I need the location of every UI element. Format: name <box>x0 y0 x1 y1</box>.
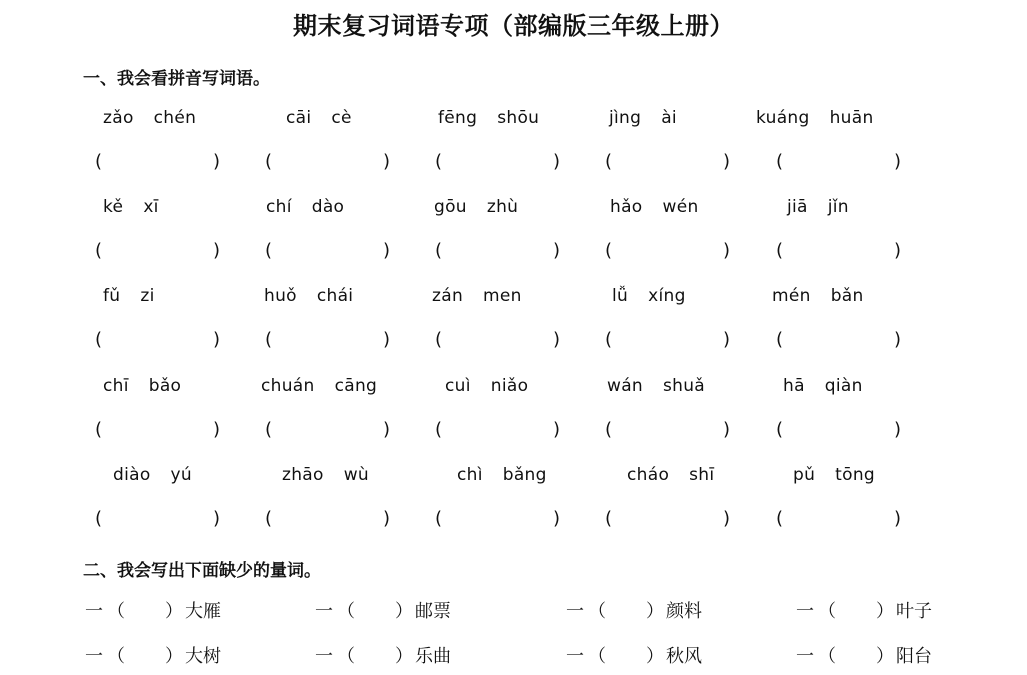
pinyin-word <box>434 197 518 217</box>
close-paren: ) <box>552 329 560 350</box>
section-1-heading: 一、我会看拼音写词语。 <box>83 69 270 89</box>
answer-blank[interactable] <box>265 508 390 538</box>
pinyin-syllable: jìng <box>609 108 642 128</box>
pinyin-syllable: wán <box>607 376 643 396</box>
open-paren: （ <box>588 601 606 622</box>
pinyin-word <box>282 465 369 485</box>
measure-word-item[interactable] <box>85 597 221 623</box>
noun-label: 大雁 <box>185 601 221 622</box>
pinyin-syllable: cāng <box>334 376 378 396</box>
answer-blank[interactable] <box>435 419 560 449</box>
close-paren: ) <box>212 508 220 529</box>
answer-row <box>0 329 1027 359</box>
measure-word-item[interactable] <box>566 597 702 623</box>
noun-label: 颜料 <box>666 601 702 622</box>
pinyin-syllable: xíng <box>648 286 686 306</box>
pinyin-syllable: chí <box>266 197 292 217</box>
open-paren: （ <box>818 601 836 622</box>
close-paren: ） <box>395 601 413 622</box>
answer-blank[interactable] <box>605 151 730 181</box>
open-paren: ( <box>265 240 273 261</box>
answer-blank[interactable] <box>776 240 901 270</box>
open-paren: （ <box>107 646 125 667</box>
open-paren: ( <box>95 240 103 261</box>
answer-row <box>0 151 1027 181</box>
pinyin-syllable: zhù <box>486 197 519 217</box>
section-2-heading: 二、我会写出下面缺少的量词。 <box>83 561 321 581</box>
answer-blank[interactable] <box>95 508 220 538</box>
open-paren: （ <box>337 646 355 667</box>
pinyin-syllable: hǎo <box>610 197 643 217</box>
noun-label: 阳台 <box>896 646 932 667</box>
pinyin-syllable: huān <box>829 108 874 128</box>
open-paren: （ <box>337 601 355 622</box>
number-one: 一 <box>796 601 814 622</box>
measure-word-item[interactable] <box>315 642 451 668</box>
pinyin-syllable: cháo <box>627 465 670 485</box>
pinyin-row <box>0 197 1027 227</box>
close-paren: ) <box>382 508 390 529</box>
pinyin-word <box>457 465 547 485</box>
open-paren: ( <box>265 329 273 350</box>
measure-word-row <box>0 597 1027 627</box>
open-paren: ( <box>776 508 784 529</box>
pinyin-syllable: gōu <box>434 197 467 217</box>
number-one: 一 <box>566 601 584 622</box>
pinyin-syllable: wù <box>343 465 369 485</box>
pinyin-row <box>0 465 1027 495</box>
open-paren: ( <box>265 151 273 172</box>
close-paren: ) <box>722 419 730 440</box>
pinyin-word <box>445 376 528 396</box>
close-paren: ) <box>382 151 390 172</box>
pinyin-word <box>793 465 875 485</box>
pinyin-syllable: chī <box>103 376 129 396</box>
open-paren: ( <box>95 151 103 172</box>
close-paren: ) <box>552 508 560 529</box>
noun-label: 邮票 <box>415 601 451 622</box>
pinyin-syllable: shōu <box>497 108 540 128</box>
close-paren: ） <box>646 601 664 622</box>
pinyin-syllable: men <box>483 286 522 306</box>
pinyin-word <box>266 197 344 217</box>
close-paren: ) <box>893 151 901 172</box>
open-paren: ( <box>605 419 613 440</box>
answer-blank[interactable] <box>605 240 730 270</box>
pinyin-word <box>627 465 714 485</box>
close-paren: ) <box>382 329 390 350</box>
pinyin-syllable: zán <box>432 286 464 306</box>
close-paren: ） <box>165 601 183 622</box>
answer-blank[interactable] <box>265 151 390 181</box>
pinyin-word <box>612 286 686 306</box>
measure-word-item[interactable] <box>85 642 221 668</box>
open-paren: ( <box>435 240 443 261</box>
number-one: 一 <box>85 646 103 667</box>
open-paren: （ <box>588 646 606 667</box>
close-paren: ) <box>382 240 390 261</box>
pinyin-syllable: chái <box>316 286 354 306</box>
pinyin-syllable: chì <box>457 465 483 485</box>
pinyin-syllable: ài <box>661 108 677 128</box>
pinyin-syllable: dào <box>311 197 345 217</box>
noun-label: 大树 <box>185 646 221 667</box>
answer-row <box>0 240 1027 270</box>
close-paren: ) <box>552 419 560 440</box>
close-paren: ) <box>552 240 560 261</box>
pinyin-syllable: shī <box>689 465 715 485</box>
open-paren: ( <box>776 240 784 261</box>
pinyin-row <box>0 286 1027 316</box>
pinyin-syllable: mén <box>772 286 811 306</box>
number-one: 一 <box>85 601 103 622</box>
open-paren: ( <box>435 508 443 529</box>
close-paren: ) <box>893 329 901 350</box>
pinyin-syllable: cuì <box>445 376 471 396</box>
answer-blank[interactable] <box>605 508 730 538</box>
pinyin-syllable: pǔ <box>793 465 816 485</box>
pinyin-word <box>607 376 705 396</box>
pinyin-word <box>103 108 196 128</box>
pinyin-syllable: huǒ <box>264 286 297 306</box>
pinyin-word <box>438 108 539 128</box>
answer-row <box>0 419 1027 449</box>
close-paren: ） <box>646 646 664 667</box>
number-one: 一 <box>315 601 333 622</box>
open-paren: ( <box>95 419 103 440</box>
page-title: 期末复习词语专项（部编版三年级上册） <box>293 12 734 40</box>
pinyin-word <box>432 286 522 306</box>
pinyin-word <box>103 376 181 396</box>
close-paren: ) <box>893 419 901 440</box>
number-one: 一 <box>566 646 584 667</box>
answer-blank[interactable] <box>265 240 390 270</box>
open-paren: ( <box>265 419 273 440</box>
measure-word-row <box>0 642 1027 672</box>
answer-blank[interactable] <box>776 329 901 359</box>
close-paren: ) <box>552 151 560 172</box>
close-paren: ) <box>893 508 901 529</box>
answer-blank[interactable] <box>435 240 560 270</box>
pinyin-syllable: zhāo <box>282 465 324 485</box>
number-one: 一 <box>796 646 814 667</box>
answer-blank[interactable] <box>776 151 901 181</box>
measure-word-item[interactable] <box>566 642 702 668</box>
pinyin-word <box>756 108 874 128</box>
open-paren: （ <box>107 601 125 622</box>
pinyin-row <box>0 376 1027 406</box>
noun-label: 叶子 <box>896 601 932 622</box>
close-paren: ) <box>722 329 730 350</box>
pinyin-word <box>286 108 352 128</box>
close-paren: ) <box>212 240 220 261</box>
open-paren: （ <box>818 646 836 667</box>
pinyin-syllable: xī <box>143 197 159 217</box>
pinyin-syllable: qiàn <box>824 376 863 396</box>
open-paren: ( <box>776 419 784 440</box>
close-paren: ) <box>722 151 730 172</box>
pinyin-syllable: bǎng <box>502 465 547 485</box>
pinyin-word <box>103 197 159 217</box>
close-paren: ) <box>212 329 220 350</box>
pinyin-syllable: jiā <box>787 197 808 217</box>
close-paren: ） <box>165 646 183 667</box>
pinyin-row <box>0 108 1027 138</box>
pinyin-syllable: fǔ <box>103 286 121 306</box>
open-paren: ( <box>435 419 443 440</box>
answer-blank[interactable] <box>605 419 730 449</box>
pinyin-syllable: cāi <box>286 108 312 128</box>
close-paren: ） <box>876 646 894 667</box>
open-paren: ( <box>605 240 613 261</box>
pinyin-syllable: bǎn <box>830 286 864 306</box>
pinyin-word <box>113 465 192 485</box>
pinyin-syllable: kě <box>103 197 124 217</box>
close-paren: ) <box>212 419 220 440</box>
pinyin-word <box>772 286 864 306</box>
close-paren: ) <box>382 419 390 440</box>
pinyin-syllable: wén <box>662 197 699 217</box>
pinyin-syllable: shuǎ <box>663 376 706 396</box>
answer-blank[interactable] <box>95 419 220 449</box>
measure-word-item[interactable] <box>796 597 932 623</box>
noun-label: 秋风 <box>666 646 702 667</box>
pinyin-syllable: chuán <box>261 376 315 396</box>
close-paren: ） <box>876 601 894 622</box>
pinyin-syllable: yú <box>170 465 192 485</box>
open-paren: ( <box>605 329 613 350</box>
answer-blank[interactable] <box>95 240 220 270</box>
answer-row <box>0 508 1027 538</box>
pinyin-word <box>783 376 863 396</box>
open-paren: ( <box>265 508 273 529</box>
answer-blank[interactable] <box>776 419 901 449</box>
answer-blank[interactable] <box>435 329 560 359</box>
pinyin-syllable: tōng <box>835 465 876 485</box>
open-paren: ( <box>95 329 103 350</box>
pinyin-syllable: niǎo <box>490 376 529 396</box>
pinyin-syllable: lǚ <box>612 286 629 306</box>
close-paren: ) <box>722 240 730 261</box>
close-paren: ） <box>395 646 413 667</box>
open-paren: ( <box>95 508 103 529</box>
answer-blank[interactable] <box>265 329 390 359</box>
pinyin-word <box>261 376 377 396</box>
pinyin-syllable: chén <box>153 108 197 128</box>
close-paren: ) <box>722 508 730 529</box>
pinyin-syllable: zǎo <box>103 108 134 128</box>
open-paren: ( <box>435 329 443 350</box>
open-paren: ( <box>605 508 613 529</box>
answer-blank[interactable] <box>605 329 730 359</box>
pinyin-syllable: zi <box>140 286 155 306</box>
open-paren: ( <box>776 329 784 350</box>
pinyin-syllable: bǎo <box>148 376 182 396</box>
measure-word-item[interactable] <box>315 597 451 623</box>
pinyin-word <box>609 108 677 128</box>
close-paren: ) <box>212 151 220 172</box>
pinyin-syllable: hā <box>783 376 805 396</box>
open-paren: ( <box>435 151 443 172</box>
open-paren: ( <box>605 151 613 172</box>
answer-blank[interactable] <box>435 151 560 181</box>
pinyin-syllable: kuáng <box>756 108 810 128</box>
close-paren: ) <box>893 240 901 261</box>
pinyin-syllable: cè <box>331 108 352 128</box>
pinyin-word <box>103 286 155 306</box>
noun-label: 乐曲 <box>415 646 451 667</box>
answer-blank[interactable] <box>265 419 390 449</box>
answer-blank[interactable] <box>95 151 220 181</box>
pinyin-syllable: jǐn <box>827 197 849 217</box>
pinyin-syllable: diào <box>113 465 151 485</box>
number-one: 一 <box>315 646 333 667</box>
answer-blank[interactable] <box>95 329 220 359</box>
measure-word-item[interactable] <box>796 642 932 668</box>
pinyin-word <box>610 197 699 217</box>
answer-blank[interactable] <box>776 508 901 538</box>
pinyin-word <box>264 286 353 306</box>
answer-blank[interactable] <box>435 508 560 538</box>
open-paren: ( <box>776 151 784 172</box>
pinyin-syllable: fēng <box>438 108 478 128</box>
pinyin-word <box>787 197 849 217</box>
